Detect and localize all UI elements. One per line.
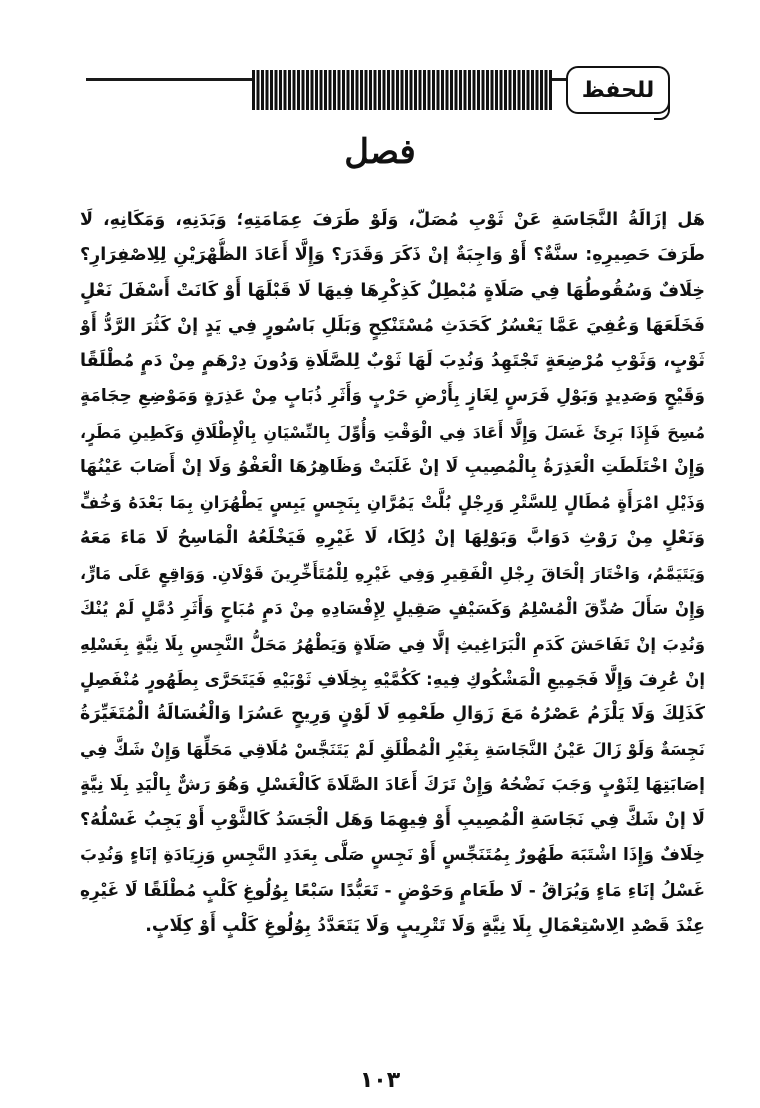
header-ornament bbox=[252, 70, 552, 110]
text-line: وَإِنْ سَأَلَ صُدِّقَ الْمُسْلِمُ وَكَسَيْفٍ صَقِيلٍ لِإِفْسَادِهِ مِنْ دَمٍ مُبَاحٍ وَأَثَرِ دُمَّلٍ لَمْ يُنْكَ bbox=[80, 599, 705, 619]
text-line: وَنُدِبَ إنْ تَفَاحَشَ كَدَمِ الْبَرَاغِيثِ إلَّا فِي صَلَاةٍ وَيَطْهُرُ مَحَلُّ النَّجِسِ بِلَا نِيَّةٍ بِغَسْلِهِ bbox=[80, 634, 705, 654]
text-line: هَل إزَالَةُ النَّجَاسَةِ عَنْ ثَوْبِ مُصَلّ، وَلَوْ طَرَفَ عِمَامَتِهِ؛ وَبَدَنِهِ، وَمَكَانِهِ، لَا bbox=[80, 210, 705, 230]
text-line: لَا إنْ شَكَّ فِي نَجَاسَةِ الْمُصِيبِ أَوْ فِيهِمَا وَهَل الْجَسَدُ كَالثَّوْبِ أَوْ يَجِبُ غَسْلُهُ؟ bbox=[80, 810, 705, 831]
text-line: وَإِنْ اخْتَلَطَتِ الْعَذِرَةُ بِالْمُصِيبِ لَا إنْ غَلَبَتْ وَظَاهِرُهَا الْعَفْوُ وَلَا إنْ أَصَابَ عَيْنُهَا bbox=[80, 457, 705, 478]
text-line: ثَوْبٍ، وَثَوْبِ مُرْضِعَةٍ تَجْتَهِدُ وَنُدِبَ لَهَا ثَوْبٌ لِلصَّلَاةِ وَدُونَ دِرْهَمٍ مِنْ دَمٍ مُطْلَقًا bbox=[80, 351, 705, 372]
header-tab bbox=[566, 66, 670, 114]
text-line: وَنَعْلٍ مِنْ رَوْثِ دَوَابَّ وَبَوْلِهَا إنْ دُلِكَا، لَا غَيْرِهِ فَيَخْلَعُهُ الْمَاسِحُ لَا مَاءَ مَعَهُ bbox=[80, 527, 705, 548]
text-line: كَذَلِكَ وَلَا يَلْزَمُ عَصْرُهُ مَعَ زَوَالِ طَعْمِهِ لَا لَوْنٍ وَرِيحٍ عَسُرَا وَالْغُسَالَةُ الْمُتَغَيِّرَةُ bbox=[80, 704, 705, 725]
header-tab-label: للحفظ bbox=[581, 77, 655, 103]
text-line: طَرَفَ حَصِيرِهِ: سنَّةٌ؟ أَوْ وَاجِبَةٌ إنْ ذَكَرَ وَقَدَرَ؟ وَإِلَّا أَعَادَ الظُّهْرَيْنِ لِلِاصْفِرَارِ؟ bbox=[80, 245, 705, 266]
page-number: ١٠٣ bbox=[359, 1068, 401, 1093]
text-line: نَجِسَةٌ وَلَوْ زَالَ عَيْنُ النَّجَاسَةِ بِغَيْرِ الْمُطْلَقِ لَمْ يَتَنَجَّسْ مُلَاقِي مَحَلِّهَا وَإِنْ شَكَّ فِي bbox=[80, 740, 705, 760]
body-text bbox=[80, 203, 705, 944]
section-title: فصل bbox=[344, 132, 416, 172]
text-line: إنْ عُرِفَ وَإِلَّا فَجَمِيعِ الْمَشْكُوكِ فِيهِ: كَكُمَّيْهِ بِخِلَافِ ثَوْبَيْهِ فَيَتَحَرَّى بِطَهُورٍ مُنْفَصِلٍ bbox=[80, 669, 705, 689]
text-line: مُسِحَ فَإِذَا بَرِئَ غَسَلَ وَإِلَّا أَعَادَ فِي الْوَقْتِ وَأُوِّلَ بِالنِّسْيَانِ بِالْإِطْلَاقِ وَكَطِينِ مَطَرٍ، bbox=[80, 422, 705, 442]
text-line: وَذَيْلِ امْرَأَةٍ مُطَالٍ لِلسَّتْرِ وَرِجْلٍ بُلَّتْ يَمُرَّانِ بِنَجِسٍ يَبِسٍ يَطْهُرَانِ بِمَا بَعْدَهُ وَخُفٍّ bbox=[80, 493, 705, 513]
text-line: وَيَتَيَمَّمُ، وَاخْتَارَ إلْحَاقَ رِجْلِ الْفَقِيرِ وَفِي غَيْرِهِ لِلْمُتَأَخِّرِينَ قَوْلَانِ. وَوَاقِعٍ عَلَى مَارٍّ، bbox=[80, 563, 705, 583]
text-line: خِلَافٌ وَسُقُوطُهَا فِي صَلَاةٍ مُبْطِلٌ كَذِكْرِهَا فِيهَا لَا قَبْلَهَا أَوْ كَانَتْ أَسْفَلَ نَعْلٍ bbox=[80, 280, 705, 301]
text-line: غَسْلُ إنَاءِ مَاءٍ وَيُرَاقُ - لَا طَعَامٍ وَحَوْضٍ - تَعَبُّدًا سَبْعًا بِوُلُوغِ كَلْبٍ مُطْلَقًا لَا غَيْرِهِ bbox=[80, 880, 705, 901]
text-line: إصَابَتِهَا لِثَوْبٍ وَجَبَ نَضْحُهُ وَإِنْ تَرَكَ أَعَادَ الصَّلَاةَ كَالْغَسْلِ وَهُوَ رَشٌّ بِالْيَدِ بِلَا نِيَّةٍ bbox=[80, 774, 705, 795]
text-line: عِنْدَ قَصْدِ الِاسْتِعْمَالِ بِلَا نِيَّةٍ وَلَا تَتْرِيبٍ وَلَا يَتَعَدَّدُ بِوُلُوغِ كَلْبٍ أَوْ كِلَابٍ. bbox=[145, 915, 705, 936]
text-line: وَقَيْحٍ وَصَدِيدٍ وَبَوْلِ فَرَسٍ لِغَازٍ بِأَرْضِ حَرْبٍ وَأَثَرِ ذُبَابٍ مِنْ عَذِرَةٍ وَمَوْضِعِ حِجَامَةٍ bbox=[80, 386, 705, 407]
text-line: خِلَافٌ وَإِذَا اشْتَبَهَ طَهُورٌ بِمُتَنَجِّسٍ أَوْ نَجِسٍ صَلَّى بِعَدَدِ النَّجِسِ وَزِيَادَةِ إنَاءٍ وَنُدِبَ bbox=[80, 845, 705, 866]
text-line: فَخَلَعَهَا وَعُفِيَ عَمَّا يَعْسُرُ كَحَدَثِ مُسْتَنْكِحٍ وَبَلَلِ بَاسُورٍ فِي يَدٍ إنْ كَثُرَ الرَّدُّ أَوْ bbox=[80, 315, 705, 336]
